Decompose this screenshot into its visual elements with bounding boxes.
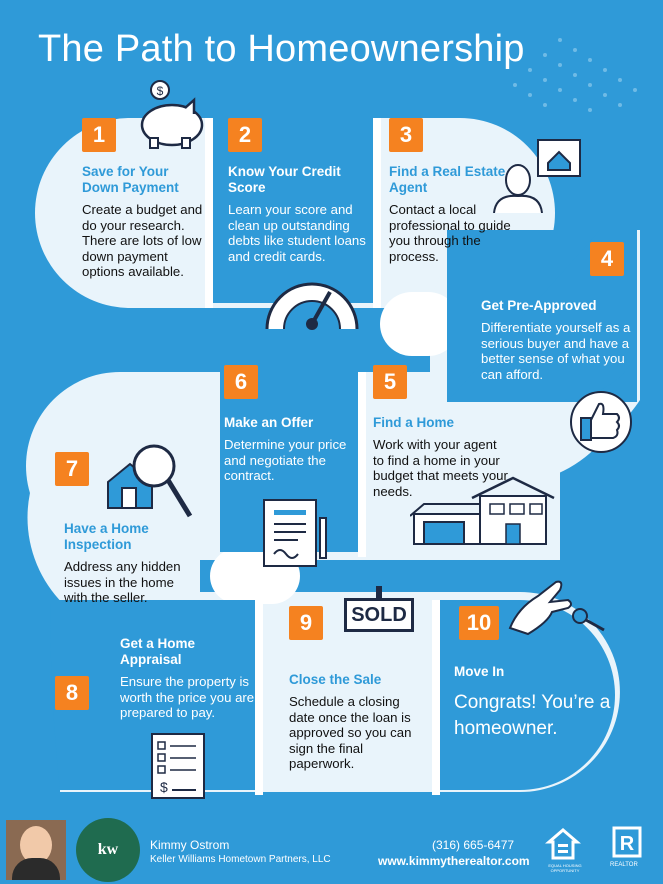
house-icon bbox=[410, 474, 558, 546]
keys-icon bbox=[508, 578, 608, 638]
step-4 bbox=[481, 298, 633, 382]
step-4-title: Get Pre-Approved bbox=[481, 298, 597, 313]
step-7 bbox=[64, 521, 199, 606]
step-1-number: 1 bbox=[82, 118, 116, 152]
step-2-title: Know Your Credit Score bbox=[228, 164, 341, 195]
step-4-text: Differentiate yourself as a serious buyer and have a better sense of what you can afford. bbox=[481, 320, 631, 382]
step-5-text: Work with your agent to find a home in your budget that meets your needs. bbox=[373, 437, 508, 499]
step-5-number: 5 bbox=[373, 365, 407, 399]
step-9 bbox=[289, 672, 429, 772]
svg-text:$: $ bbox=[160, 779, 168, 795]
step-8-title: Get a Home Appraisal bbox=[120, 636, 196, 667]
step-3-text: Contact a local professional to guide you through the process. bbox=[389, 202, 511, 264]
sold-sign-post bbox=[376, 586, 382, 598]
dot-decoration bbox=[513, 38, 637, 112]
step-8-text: Ensure the property is worth the price you are prepared to pay. bbox=[120, 674, 255, 720]
step-3-number: 3 bbox=[389, 118, 423, 152]
step-2-number: 2 bbox=[228, 118, 262, 152]
step-4-number: 4 bbox=[590, 242, 624, 276]
step-6-title: Make an Offer bbox=[224, 415, 314, 430]
realtor-icon bbox=[612, 826, 642, 858]
website-link[interactable]: www.kimmytherealtor.com bbox=[378, 854, 530, 868]
step-10 bbox=[454, 664, 614, 742]
step-8-number: 8 bbox=[55, 676, 89, 710]
step-3-title: Find a Real Estate Agent bbox=[389, 164, 506, 195]
step-9-text: Schedule a closing date once the loan is approved so you can sign the final paperwork. bbox=[289, 694, 412, 771]
agent-name: Kimmy Ostrom bbox=[150, 838, 230, 852]
svg-text:$: $ bbox=[156, 84, 164, 98]
phone-number[interactable]: (316) 665-6477 bbox=[432, 838, 515, 852]
agent-icon bbox=[490, 138, 585, 213]
company-name: Keller Williams Hometown Partners, LLC bbox=[150, 854, 331, 865]
kw-logo: kw bbox=[76, 818, 140, 882]
page-title: The Path to Homeownership bbox=[38, 28, 525, 70]
sold-sign: SOLD bbox=[344, 598, 414, 632]
step-9-title: Close the Sale bbox=[289, 672, 382, 687]
step-1-text: Create a budget and do your research. There are lots of low down payment options available. bbox=[82, 202, 203, 279]
step-1-title: Save for Your Down Payment bbox=[82, 164, 179, 195]
step-7-title: Have a Home Inspection bbox=[64, 521, 149, 552]
step-9-number: 9 bbox=[289, 606, 323, 640]
step-10-number: 10 bbox=[459, 606, 499, 640]
step-7-number: 7 bbox=[55, 452, 89, 486]
step-6-text: Determine your price and negotiate the contract. bbox=[224, 437, 347, 483]
checklist-icon bbox=[150, 732, 208, 802]
step-1 bbox=[82, 164, 207, 280]
equal-housing-icon bbox=[545, 826, 581, 862]
step-2 bbox=[228, 164, 368, 264]
credit-gauge-icon bbox=[262, 274, 362, 334]
thumbs-up-icon bbox=[567, 388, 635, 456]
step-10-title: Move In bbox=[454, 664, 505, 679]
footer bbox=[0, 810, 663, 884]
step-6 bbox=[224, 415, 354, 484]
agent-photo bbox=[6, 820, 66, 880]
equal-housing-label: EQUAL HOUSING OPPORTUNITY bbox=[548, 863, 582, 873]
step-8 bbox=[120, 636, 255, 721]
inspection-icon bbox=[104, 434, 196, 522]
step-7-text: Address any hidden issues in the home with the seller. bbox=[64, 559, 181, 605]
contract-icon bbox=[262, 498, 334, 570]
svg-text:R: R bbox=[619, 833, 635, 855]
piggy-bank-icon bbox=[130, 80, 210, 150]
realtor-label: REALTOR bbox=[610, 862, 638, 868]
step-5-title: Find a Home bbox=[373, 415, 455, 430]
step-10-text: Congrats! You’re a homeowner. bbox=[454, 692, 611, 739]
step-2-text: Learn your score and clean up outstanding debts like student loans and credit cards. bbox=[228, 202, 366, 264]
step-6-number: 6 bbox=[224, 365, 258, 399]
